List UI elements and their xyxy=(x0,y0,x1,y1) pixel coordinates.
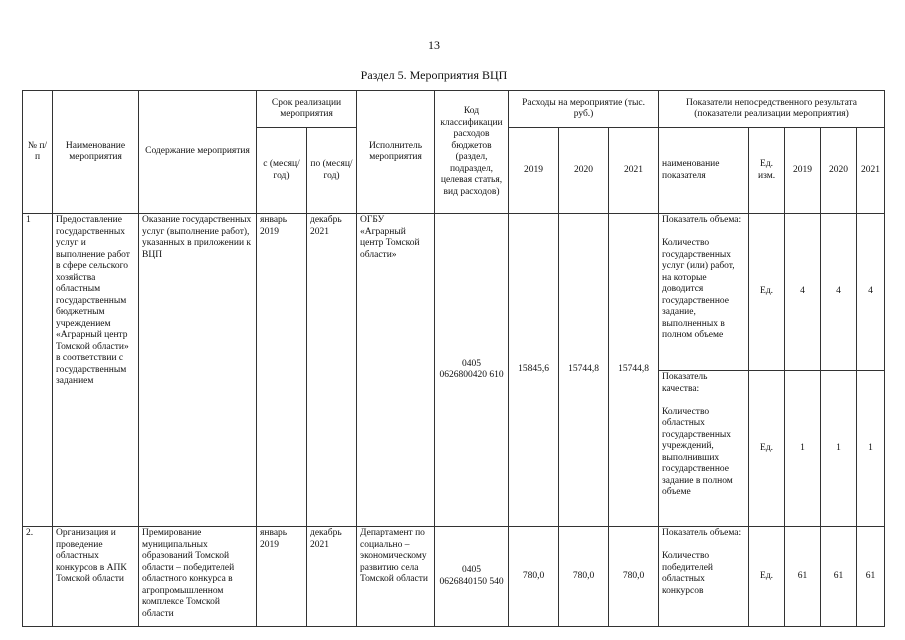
header-exp-2020: 2020 xyxy=(559,128,609,214)
row-num: 2. xyxy=(23,527,53,627)
activity-name: Предоставление государственных услуг и выполнение работ в сфере сельского хозяйства областным государственным бюджетным учреждением «Аграрный центр Томской области» в соответствии с государственным заданием xyxy=(53,214,139,527)
activity-content: Оказание государственных услуг (выполнение работ), указанных в приложении к ВЦП xyxy=(139,214,257,527)
budget-code: 0405 0626800420 610 xyxy=(435,214,509,527)
header-ind-2019: 2019 xyxy=(785,128,821,214)
header-term-from: с (месяц/ год) xyxy=(257,128,307,214)
indicator-2020: 4 xyxy=(821,214,857,371)
header-term-to: по (месяц/ год) xyxy=(307,128,357,214)
indicator-2021: 1 xyxy=(857,371,885,527)
activity-name: Организация и проведение областных конкурсов в АПК Томской области xyxy=(53,527,139,627)
header-num: № п/п xyxy=(23,91,53,214)
expense-2021: 15744,8 xyxy=(609,214,659,527)
indicator-2021: 4 xyxy=(857,214,885,371)
indicator-name: Показатель объема: Количество победителей областных конкурсов xyxy=(659,527,749,627)
indicator-2020: 61 xyxy=(821,527,857,627)
indicator-2019: 4 xyxy=(785,214,821,371)
term-to: декабрь 2021 xyxy=(307,527,357,627)
header-code: Код классификации расходов бюджетов (раздел, подраздел, целевая статья, вид расходов) xyxy=(435,91,509,214)
executor: ОГБУ «Аграрный центр Томской области» xyxy=(357,214,435,527)
indicator-2021: 61 xyxy=(857,527,885,627)
executor: Департамент по социально – экономическому развитию села Томской области xyxy=(357,527,435,627)
header-expenses: Расходы на мероприятие (тыс. руб.) xyxy=(509,91,659,128)
header-executor: Исполнитель мероприятия xyxy=(357,91,435,214)
header-exp-2021: 2021 xyxy=(609,128,659,214)
table-row xyxy=(23,214,885,371)
expense-2020: 15744,8 xyxy=(559,214,609,527)
header-indicators: Показатели непосредственного результата (показатели реализации мероприятия) xyxy=(659,91,885,128)
indicator-unit: Ед. xyxy=(749,371,785,527)
header-name: Наименование мероприятия xyxy=(53,91,139,214)
term-to: декабрь 2021 xyxy=(307,214,357,527)
term-from: январь 2019 xyxy=(257,214,307,527)
activities-table xyxy=(22,90,885,627)
indicator-2019: 61 xyxy=(785,527,821,627)
header-ind-2021: 2021 xyxy=(857,128,885,214)
header-unit: Ед. изм. xyxy=(749,128,785,214)
indicator-2020: 1 xyxy=(821,371,857,527)
page-number: 13 xyxy=(428,38,440,52)
budget-code: 0405 0626840150 540 xyxy=(435,527,509,627)
table-row xyxy=(23,527,885,627)
activity-content: Премирование муниципальных образований Томской области – победителей областного конкурса в агропромышленном комплексе Томской области xyxy=(139,527,257,627)
header-ind-2020: 2020 xyxy=(821,128,857,214)
expense-2019: 15845,6 xyxy=(509,214,559,527)
term-from: январь 2019 xyxy=(257,527,307,627)
expense-2019: 780,0 xyxy=(509,527,559,627)
header-exp-2019: 2019 xyxy=(509,128,559,214)
indicator-unit: Ед. xyxy=(749,527,785,627)
header-term: Срок реализации мероприятия xyxy=(257,91,357,128)
indicator-name: Показатель объема: Количество государственных услуг (или) работ, на которые доводится государственное задание, выполненных в полном объеме xyxy=(659,214,749,371)
indicator-name: Показатель качества: Количество областных государственных учреждений, выполнивших государственное задание в полном объеме xyxy=(659,371,749,527)
expense-2021: 780,0 xyxy=(609,527,659,627)
header-content: Содержание мероприятия xyxy=(139,91,257,214)
section-title: Раздел 5. Мероприятия ВЦП xyxy=(360,68,508,82)
row-num: 1 xyxy=(23,214,53,527)
indicator-2019: 1 xyxy=(785,371,821,527)
expense-2020: 780,0 xyxy=(559,527,609,627)
indicator-unit: Ед. xyxy=(749,214,785,371)
header-indicator-name: наименование показателя xyxy=(659,128,749,214)
